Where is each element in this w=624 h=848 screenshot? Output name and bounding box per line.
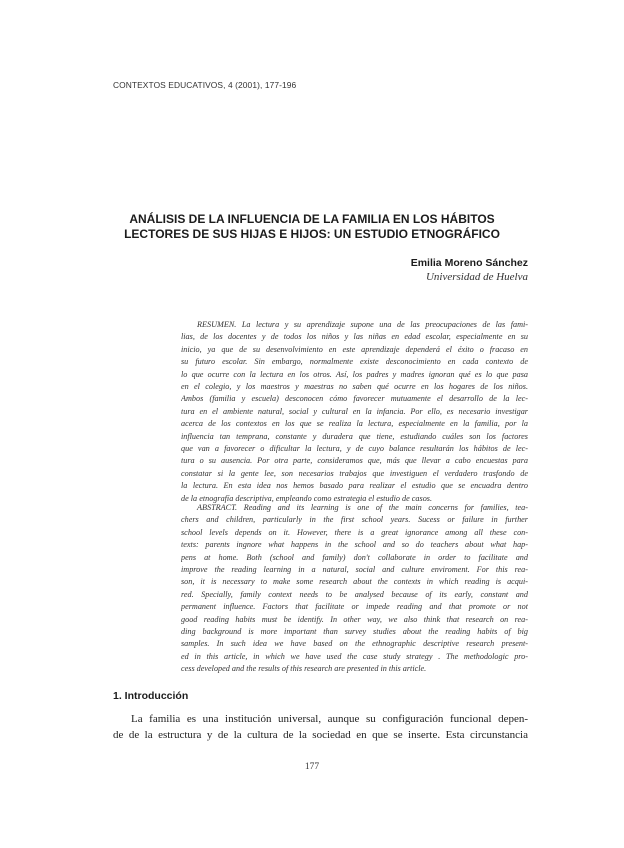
article-title [90,212,534,242]
resumen-line: lias, de los docentes y de todos los niños y las niñas en edad escolar, especialmente en su [181,332,528,342]
abstract-line: chers and children, particularly in the first school years. Sucess or failure in further [181,515,528,525]
abstract-line: improve the reading learning in a natural, social and culture enviroment. For this rea- [181,565,528,575]
resumen-line: de la etnografía descriptiva, empleando como estrategia el estudio de casos. [181,493,433,503]
journal-header: CONTEXTOS EDUCATIVOS, 4 (2001), 177-196 [113,80,297,90]
body-line: La familia es una institución universal, aunque su configuración funcional depen- [131,713,528,725]
resumen-line: constatar si la gente lee, son necesarios trabajos que investiguen el verdadero trasfondo de [181,468,528,478]
body-paragraph [113,711,528,743]
author-name: Emilia Moreno Sánchez [410,257,528,269]
resumen-line: inicio, ya que de su desenvolvimiento en este aprendizaje dependerá el éxito o fracaso en [181,344,528,354]
abstract-line: ABSTRACT. Reading and its learning is one of the main concerns for families, tea- [197,503,528,512]
abstract-line: pens at home. Both (school and family) don't collaborate in order to facilitate and [181,552,528,562]
article-title-line: ANÁLISIS DE LA INFLUENCIA DE LA FAMILIA EN LOS HÁBITOS [129,212,495,226]
article-title-line: LECTORES DE SUS HIJAS E HIJOS: UN ESTUDIO ETNOGRÁFICO [124,227,500,241]
abstract-line: permanent influence. Factors that facilitate or impede reading and that promote or not [181,602,528,612]
abstract-line: red. Specially, family context needs to be analysed because of its early, constant and [181,589,528,599]
body-line: de de la estructura y de la cultura de la sociedad en que se inserte. Esta circunstancia [113,729,528,741]
resumen-line: que van a favorecer o dificultar la lectura, y de cuyo balance resultarán los hábitos de lec- [181,444,528,454]
resumen-line: la lectura. En esta idea nos hemos basado para realizar el estudio que se encuadra dentro [181,481,528,491]
resumen-line: influencia tan temprana, constante y duradera que tiene, estudiando cuáles son los factores [181,431,528,441]
resumen-block [181,319,528,505]
resumen-line: Ambos (familia y escuela) desconocen cómo favorecer mutuamente el desarrollo de la lec- [181,394,528,404]
author-affiliation: Universidad de Huelva [425,271,528,283]
resumen-line: tura en el ambiente natural, social y cultural en la infancia. Por ello, es necesario investigar [181,406,528,416]
resumen-line: acerca de los contextos en los que se realiza la lectura, especialmente en la familia, por la [181,419,528,429]
abstract-line: texts: parents ingnore what happens in the school and so do teachers about what hap- [181,540,528,550]
abstract-line: son, it is necessary to make some research about the contexts in which reading is acqui- [181,577,528,587]
resumen-line: en el colegio, y los maestros y maestras no saben qué ocurre en los hogares de los niños. [181,382,528,392]
page-number: 177 [304,762,320,772]
abstract-line: ding background is more important than survey studies about the reading habits of big [181,627,528,637]
abstract-block [181,502,528,676]
resumen-line: lo que ocurre con la lectura en los otros. Así, los padres y madres ignoran qué es lo que pasa [181,369,528,379]
resumen-line: RESUMEN. La lectura y su aprendizaje supone una de las preocupaciones de las fami- [197,320,528,329]
resumen-line: tura o su ausencia. Por otra parte, consideramos que, más que llevar a cabo encuestas para [181,456,528,466]
resumen-line: su futuro escolar. Sin embargo, normalmente existe desconocimiento en cada contexto de [181,357,528,367]
abstract-line: good reading habits must be identify. In other way, we also think that research on rea- [181,614,528,624]
abstract-line: samples. In such idea we have based on the ethnographic descriptive research present- [181,639,528,649]
abstract-line: ed in this article, in which we have used the case study strategy . The methodologic pro- [181,651,528,661]
abstract-line: cess developed and the results of this research are presented in this article. [181,664,427,674]
abstract-line: school levels depends on it. However, there is a great ignorance among all these con- [181,527,528,537]
section-heading: 1. Introducción [113,690,189,702]
